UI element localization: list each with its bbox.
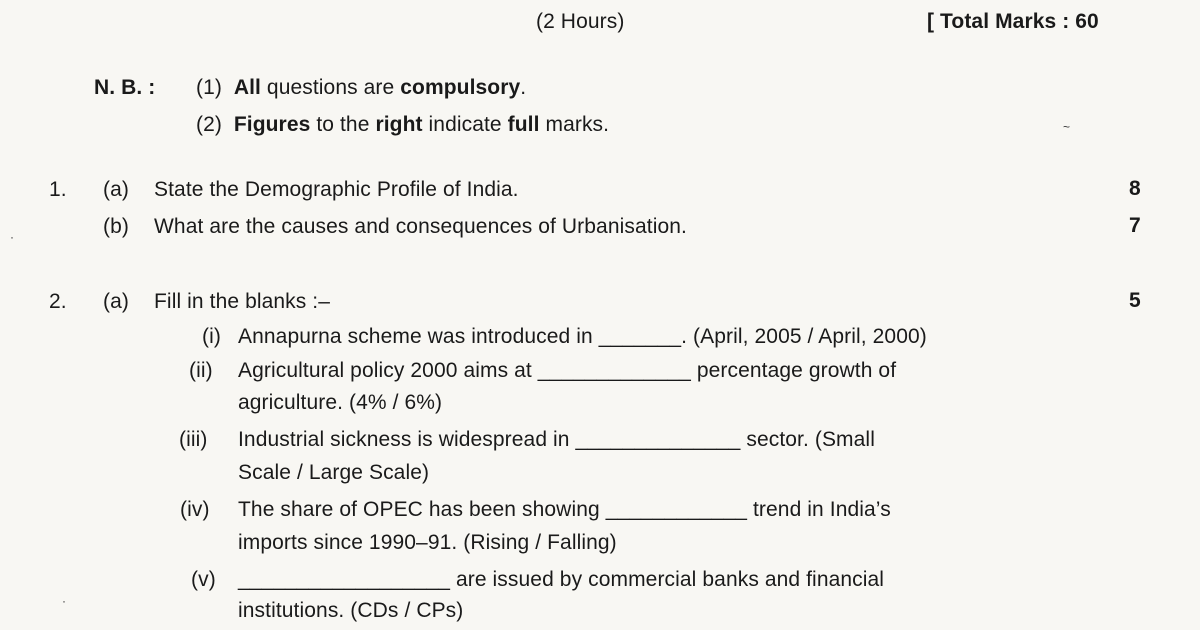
exam-duration: (2 Hours) <box>536 10 625 33</box>
q2a-label: (a) <box>103 290 129 313</box>
blank-item-number: (i) <box>202 325 221 348</box>
note-1-word-compulsory: compulsory <box>400 76 521 99</box>
note-2-text-a: to the <box>316 113 370 136</box>
q1b-marks: 7 <box>1129 214 1141 237</box>
blank-item-text-continued: agriculture. (4% / 6%) <box>238 391 443 414</box>
blank-item-text-continued: imports since 1990–91. (Rising / Falling) <box>238 531 617 554</box>
total-marks: [ Total Marks : 60 <box>927 10 1099 33</box>
blank-item-number: (v) <box>191 568 216 591</box>
scan-dot: · <box>10 230 14 244</box>
q2-number: 2. <box>49 290 67 313</box>
note-1-number: (1) <box>196 76 222 99</box>
note-2-word-full: full <box>507 113 540 136</box>
q1b-text: What are the causes and consequences of Urbanisation. <box>154 215 687 238</box>
q1a-marks: 8 <box>1129 177 1141 200</box>
note-1-period: . <box>520 76 527 99</box>
q2a-marks: 5 <box>1129 289 1141 312</box>
blank-item-text: The share of OPEC has been showing ____________ trend in India’s <box>238 498 891 521</box>
note-2-number: (2) <box>196 113 222 136</box>
scan-dot: · <box>62 594 66 608</box>
note-2-text-c: marks. <box>545 113 610 136</box>
note-2 <box>196 112 609 138</box>
blank-item-text: Agricultural policy 2000 aims at _____________ percentage growth of <box>238 359 897 382</box>
q2a-text: Fill in the blanks :– <box>154 290 331 313</box>
blank-item-number: (ii) <box>189 359 213 382</box>
note-1-word-all: All <box>233 76 261 99</box>
note-1 <box>196 75 526 101</box>
notes-label: N. B. : <box>94 76 156 99</box>
q1a-label: (a) <box>103 178 129 201</box>
note-1-text: questions are <box>266 76 395 99</box>
blank-item-text-continued: Scale / Large Scale) <box>238 461 430 484</box>
blank-item-text-continued: institutions. (CDs / CPs) <box>238 599 464 622</box>
blank-item-text: Industrial sickness is widespread in ______________ sector. (Small <box>238 428 875 451</box>
q1b-label: (b) <box>103 215 129 238</box>
scan-mark: ~ <box>1063 120 1071 134</box>
q1-number: 1. <box>49 178 67 201</box>
blank-item-number: (iii) <box>179 428 208 451</box>
blank-item-text: __________________ are issued by commercial banks and financial <box>238 568 885 591</box>
blank-item-text: Annapurna scheme was introduced in _______. (April, 2005 / April, 2000) <box>238 325 927 348</box>
q1a-text: State the Demographic Profile of India. <box>154 178 519 201</box>
note-2-text-b: indicate <box>428 113 502 136</box>
blank-item-number: (iv) <box>180 498 210 521</box>
note-2-word-figures: Figures <box>233 113 311 136</box>
note-2-word-right: right <box>375 113 423 136</box>
